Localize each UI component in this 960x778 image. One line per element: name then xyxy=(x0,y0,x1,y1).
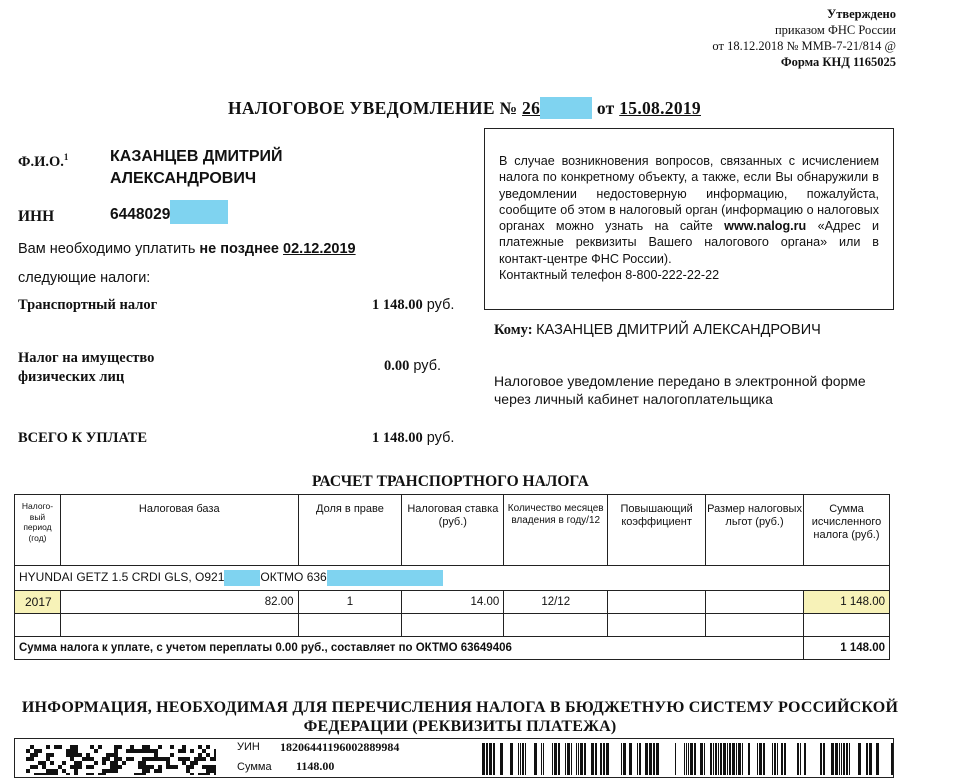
electronic-delivery-note: Налоговое уведомление передано в электронной форме через личный кабинет налогоплательщика xyxy=(494,373,866,407)
notice-date: 15.08.2019 xyxy=(619,98,701,118)
approval-title: Утверждено xyxy=(827,7,896,21)
contact-phone: Контактный телефон 8-800-222-22-22 xyxy=(499,268,720,283)
recipient: Кому: КАЗАНЦЕВ ДМИТРИЙ АЛЕКСАНДРОВИЧ xyxy=(494,322,821,338)
header-tax-sum: Сумма исчисленного налога (руб.) xyxy=(803,495,889,566)
notice-date-prefix: от xyxy=(592,98,620,118)
fio-line2: АЛЕКСАНДРОВИЧ xyxy=(110,170,257,187)
uin-label: УИН xyxy=(237,741,260,753)
header-base: Налоговая база xyxy=(60,495,298,566)
sum-label: Сумма xyxy=(237,761,272,773)
taxes-label: следующие налоги: xyxy=(18,270,151,286)
header-period: Налого-вый период (год) xyxy=(15,495,61,566)
barcode-icon xyxy=(473,743,893,775)
pay-deadline: Вам необходимо уплатить не позднее 02.12.2019 xyxy=(18,241,356,257)
cell-base: 82.00 xyxy=(60,591,298,614)
table-empty-row xyxy=(15,614,890,637)
inn-label: ИНН xyxy=(18,208,55,225)
payment-info-title: ИНФОРМАЦИЯ, НЕОБХОДИМАЯ ДЛЯ ПЕРЕЧИСЛЕНИЯ НАЛОГА В БЮДЖЕТНУЮ СИСТЕМУ РОССИЙСКОЙ ФЕДЕРАЦИИ (РЕКВИЗИТЫ ПЛАТЕЖА) xyxy=(21,699,899,735)
total-label: ВСЕГО К УПЛАТЕ xyxy=(18,430,147,446)
info-box: В случае возникновения вопросов, связанных с исчислением налога по конкретному объекту, а также, если Вы обнаружили в уведомлении недостоверную информацию, пожалуйста, сообщите об этом в налоговый орган (информацию о налоговых органах можно узнать на сайте www.nalog.ru «Адрес и платежные реквизиты Вашего налогового органа» или в контакт-центре ФНС России). Контактный телефон 8-800-222-22-22 xyxy=(484,128,894,310)
qr-code-icon xyxy=(26,745,216,775)
approval-block xyxy=(712,6,896,70)
table-header-row xyxy=(15,495,890,566)
fio-line1: КАЗАНЦЕВ ДМИТРИЙ xyxy=(110,148,283,165)
total-amount: 1 148.00 руб. xyxy=(372,430,455,446)
redaction-plate xyxy=(224,570,260,586)
fio-label: Ф.И.О.$^1$ xyxy=(18,152,69,170)
cell-rate: 14.00 xyxy=(402,591,504,614)
cell-benefits xyxy=(706,591,804,614)
total-sum: 1 148.00 xyxy=(803,637,889,660)
notice-title-prefix: НАЛОГОВОЕ УВЕДОМЛЕНИЕ № xyxy=(228,98,523,118)
fio-value xyxy=(110,146,282,190)
tax-transport-name: Транспортный налог xyxy=(18,297,158,313)
table-total-row xyxy=(15,637,890,660)
header-rate: Налоговая ставка (руб.) xyxy=(402,495,504,566)
tax-property-name: Налог на имущество физических лиц xyxy=(18,350,155,385)
transport-tax-table xyxy=(14,494,890,660)
approval-order: приказом ФНС России xyxy=(774,23,896,37)
inn-value: 6448029 xyxy=(110,206,228,224)
header-coefficient: Повышающий коэффициент xyxy=(608,495,706,566)
tax-transport-amount: 1 148.00 руб. xyxy=(372,297,455,313)
cell-share: 1 xyxy=(298,591,402,614)
site-link: www.nalog.ru xyxy=(724,219,807,234)
total-text: Сумма налога к уплате, с учетом переплаты 0.00 руб., составляет по ОКТМО 63649406 xyxy=(15,637,804,660)
cell-coefficient xyxy=(608,591,706,614)
notice-number: 26 xyxy=(522,98,592,118)
approval-order-date: от 18.12.2018 № ММВ-7-21/814 @ xyxy=(712,39,896,53)
sum-value: 1148.00 xyxy=(296,759,335,773)
redaction-notice-number xyxy=(540,97,592,119)
pay-deadline-date: 02.12.2019 xyxy=(283,241,356,257)
redaction-oktmo xyxy=(327,570,443,586)
transport-tax-section-title: РАСЧЕТ ТРАНСПОРТНОГО НАЛОГА xyxy=(312,473,589,490)
header-months: Количество месяцев владения в году/12 xyxy=(504,495,608,566)
header-benefits: Размер налоговых льгот (руб.) xyxy=(706,495,804,566)
header-share: Доля в праве xyxy=(298,495,402,566)
form-code: Форма КНД 1165025 xyxy=(780,55,896,69)
vehicle-row xyxy=(15,566,890,591)
uin-value: 18206441196002889984 xyxy=(280,740,400,754)
table-row xyxy=(15,591,890,614)
fio-footnote: 1 xyxy=(63,152,69,162)
cell-months: 12/12 xyxy=(504,591,608,614)
cell-period: 2017 xyxy=(15,591,61,614)
notice-title xyxy=(228,98,701,119)
redaction-inn xyxy=(170,200,228,224)
tax-property-amount: 0.00 руб. xyxy=(384,358,442,374)
vehicle-description: HYUNDAI GETZ 1.5 CRDI GLS, О921 ОКТМО 636 xyxy=(15,566,890,591)
cell-tax-sum: 1 148.00 xyxy=(803,591,889,614)
